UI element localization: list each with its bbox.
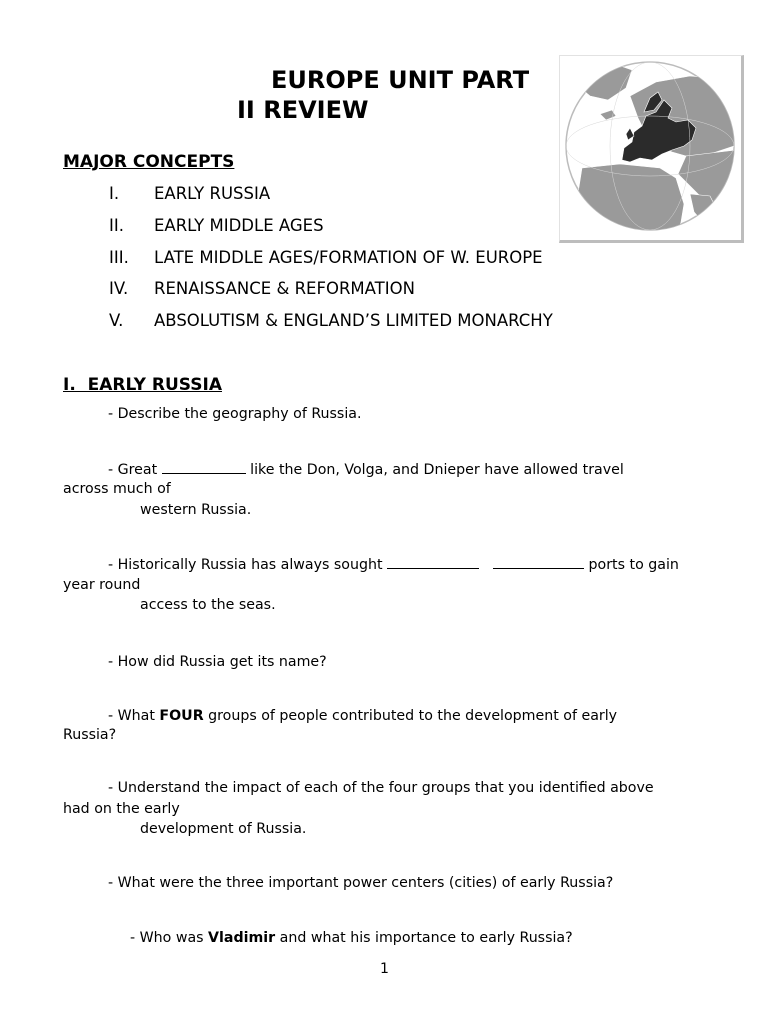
answer-blank	[493, 555, 584, 569]
question-text: - Historically Russia has always sought	[108, 557, 388, 573]
concept-text: EARLY RUSSIA	[154, 184, 271, 203]
concept-text: EARLY MIDDLE AGES	[154, 216, 324, 235]
question-text: - Who was	[130, 930, 209, 946]
page-number: 1	[380, 961, 389, 977]
answer-blank	[387, 555, 479, 569]
globe-europe-map-icon	[560, 56, 741, 240]
section-early-russia-heading: I. EARLY RUSSIA	[63, 375, 222, 395]
emphasis-text: Vladimir	[208, 930, 276, 946]
question-ports-line-2: year round	[63, 577, 141, 593]
question-text: groups of people contributed to the development of early	[203, 708, 618, 724]
question-text: - Great	[108, 462, 162, 478]
question-rivers-line-1	[108, 460, 624, 478]
concept-number: IV.	[109, 279, 129, 298]
emphasis-text: FOUR	[159, 708, 204, 724]
major-concepts-heading: MAJOR CONCEPTS	[63, 152, 235, 172]
question-text: ports to gain	[584, 557, 679, 573]
question-impact-line-2: had on the early	[63, 801, 180, 817]
question-four-groups-line-1	[108, 708, 617, 724]
answer-blank	[162, 460, 246, 474]
concept-number: V.	[109, 311, 124, 330]
question-power-centers: - What were the three important power centers (cities) of early Russia?	[108, 875, 614, 891]
question-text: and what his importance to early Russia?	[275, 930, 573, 946]
europe-globe-picture	[559, 55, 744, 243]
question-ports-line-3: access to the seas.	[140, 597, 276, 613]
concept-text: RENAISSANCE & REFORMATION	[154, 279, 415, 298]
question-text: - What	[108, 708, 160, 724]
concept-text: ABSOLUTISM & ENGLAND’S LIMITED MONARCHY	[154, 311, 553, 330]
concept-number: II.	[109, 216, 124, 235]
document-title-line-1: EUROPE UNIT PART	[271, 66, 530, 94]
document-title-line-2: II REVIEW	[237, 96, 369, 124]
question-impact-line-1: - Understand the impact of each of the four groups that you identified above	[108, 780, 654, 796]
question-geography: - Describe the geography of Russia.	[108, 406, 362, 422]
question-text: like the Don, Volga, and Dnieper have allowed travel	[245, 462, 624, 478]
concept-text: LATE MIDDLE AGES/FORMATION OF W. EUROPE	[154, 248, 543, 267]
concept-number: I.	[109, 184, 120, 203]
concept-number: III.	[109, 248, 129, 267]
question-vladimir	[130, 930, 573, 946]
question-rivers-line-3: western Russia.	[140, 502, 252, 518]
question-rivers-line-2: across much of	[63, 481, 171, 497]
question-ports-line-1	[108, 555, 679, 573]
question-impact-line-3: development of Russia.	[140, 821, 307, 837]
question-four-groups-line-2: Russia?	[63, 727, 117, 743]
question-name-origin: - How did Russia get its name?	[108, 654, 327, 670]
